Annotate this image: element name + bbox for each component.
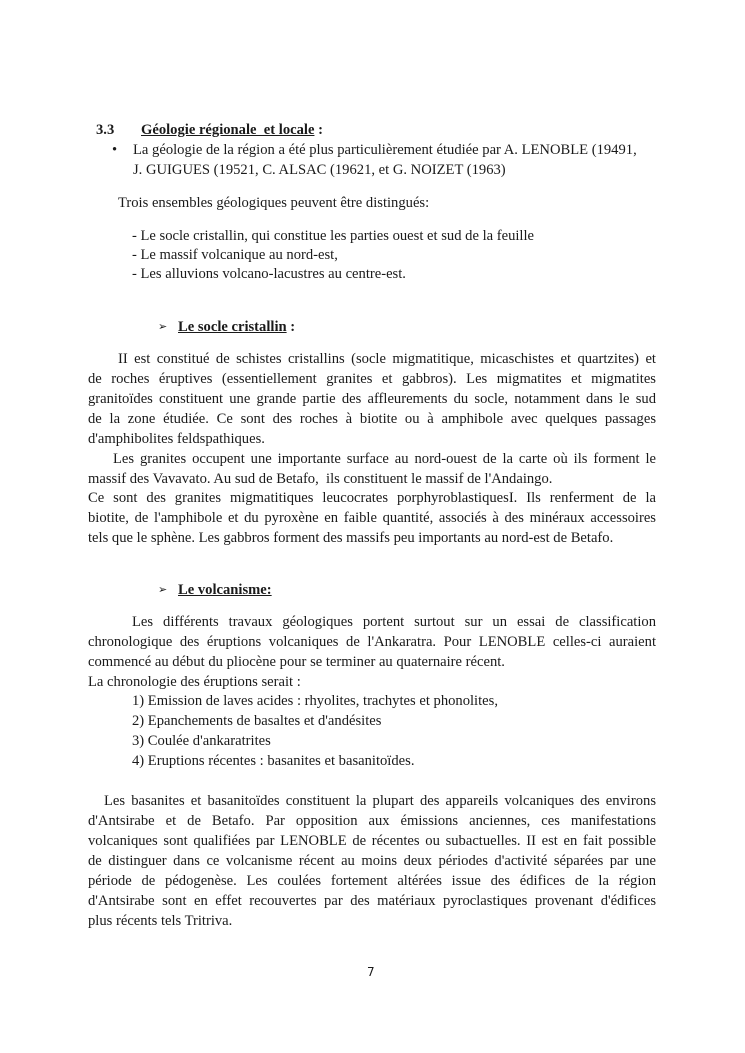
ensemble-item: - Les alluvions volcano-lacustres au centre-est. <box>132 266 406 282</box>
chronologie-item: 1) Emission de laves acides : rhyolites, trachytes et phonolites, <box>132 693 498 709</box>
paragraph-line: Ce sont des granites migmatitiques leucocrates porphyroblastiquesI. Ils renferment de la <box>88 490 656 506</box>
volcanisme-heading: Le volcanisme: <box>178 582 272 598</box>
socle-heading-text: Le socle cristallin <box>178 319 287 335</box>
paragraph-line: biotite, de l'amphibole et du pyroxène en faible quantité, associés à des minéraux accessoires <box>88 510 656 526</box>
page-number: 7 <box>367 965 375 979</box>
ensemble-item: - Le massif volcanique au nord-est, <box>132 247 338 263</box>
section-number: 3.3 <box>96 122 115 138</box>
paragraph-line: volcaniques sont qualifiées par LENOBLE de récentes ou subactuelles. II est en fait possible <box>88 833 656 849</box>
paragraph-line: de roches éruptives (essentiellement granites et gabbros). Les migmatites et migmatites <box>88 371 656 387</box>
arrow-bullet-icon: ➢ <box>158 584 168 596</box>
chronologie-item: 4) Eruptions récentes : basanites et basanitoïdes. <box>132 753 415 769</box>
paragraph-line: d'Antsirabe sont en effet recouvertes par des matériaux pyroclastiques provenant d'édifices <box>88 893 656 909</box>
paragraph-line: d'amphibolites feldspathiques. <box>88 431 265 447</box>
paragraph-line: tels que le sphène. Les gabbros forment des massifs peu importants au nord-est de Betafo. <box>88 530 614 546</box>
arrow-bullet-icon: ➢ <box>158 321 168 333</box>
paragraph-line: Les granites occupent une importante surface au nord-ouest de la carte où ils forment le <box>113 451 656 467</box>
section-title <box>141 120 323 140</box>
paragraph-line: II est constitué de schistes cristallins (socle migmatitique, micaschistes et quartzites) et <box>118 351 656 367</box>
paragraph-line: Les différents travaux géologiques portent surtout sur un essai de classification <box>132 614 656 630</box>
paragraph-line: Les basanites et basanitoïdes constituent la plupart des appareils volcaniques des environs <box>104 793 656 809</box>
bullet-icon: • <box>112 142 118 158</box>
paragraph-line: de la zone étudiée. Ce sont des roches à biotite ou à amphibole avec quelques passages <box>88 411 656 427</box>
paragraph-line: période de pédogenèse. Les coulées fortement altérées issue des édifices de la région <box>88 873 656 889</box>
bullet-line: J. GUIGUES (19521, C. ALSAC (19621, et G. NOIZET (1963) <box>133 162 506 178</box>
paragraph-line: d'Antsirabe et de Betafo. Par opposition aux émissions anciennes, ces manifestations <box>88 813 656 829</box>
paragraph-line: chronologique des éruptions volcaniques de l'Ankaratra. Pour LENOBLE celles-ci auraient <box>88 634 656 650</box>
intro-text: Trois ensembles géologiques peuvent être distingués: <box>118 195 430 211</box>
paragraph-line: massif des Vavavato. Au sud de Betafo, ils constituent le massif de l'Andaingo. <box>88 471 553 487</box>
section-title-text: Géologie régionale et locale <box>141 122 315 138</box>
bullet-line: La géologie de la région a été plus particulièrement étudiée par A. LENOBLE (19491, <box>133 142 637 158</box>
paragraph-line: plus récents tels Tritriva. <box>88 913 233 929</box>
socle-heading-suffix: : <box>286 319 296 335</box>
paragraph-line: La chronologie des éruptions serait : <box>88 674 301 690</box>
socle-heading <box>178 317 295 337</box>
paragraph-line: granitoïdes constituent une grande partie des affleurements du socle, notamment dans le sud <box>88 391 656 407</box>
ensemble-item: - Le socle cristallin, qui constitue les parties ouest et sud de la feuille <box>132 228 535 244</box>
paragraph-line: de distinguer dans ce volcanisme récent au moins deux périodes d'activité séparées par une <box>88 853 656 869</box>
paragraph-line: commencé au début du pliocène pour se terminer au quaternaire récent. <box>88 654 505 670</box>
section-title-suffix: : <box>314 122 323 138</box>
chronologie-item: 3) Coulée d'ankaratrites <box>132 733 271 749</box>
chronologie-item: 2) Epanchements de basaltes et d'andésites <box>132 713 382 729</box>
